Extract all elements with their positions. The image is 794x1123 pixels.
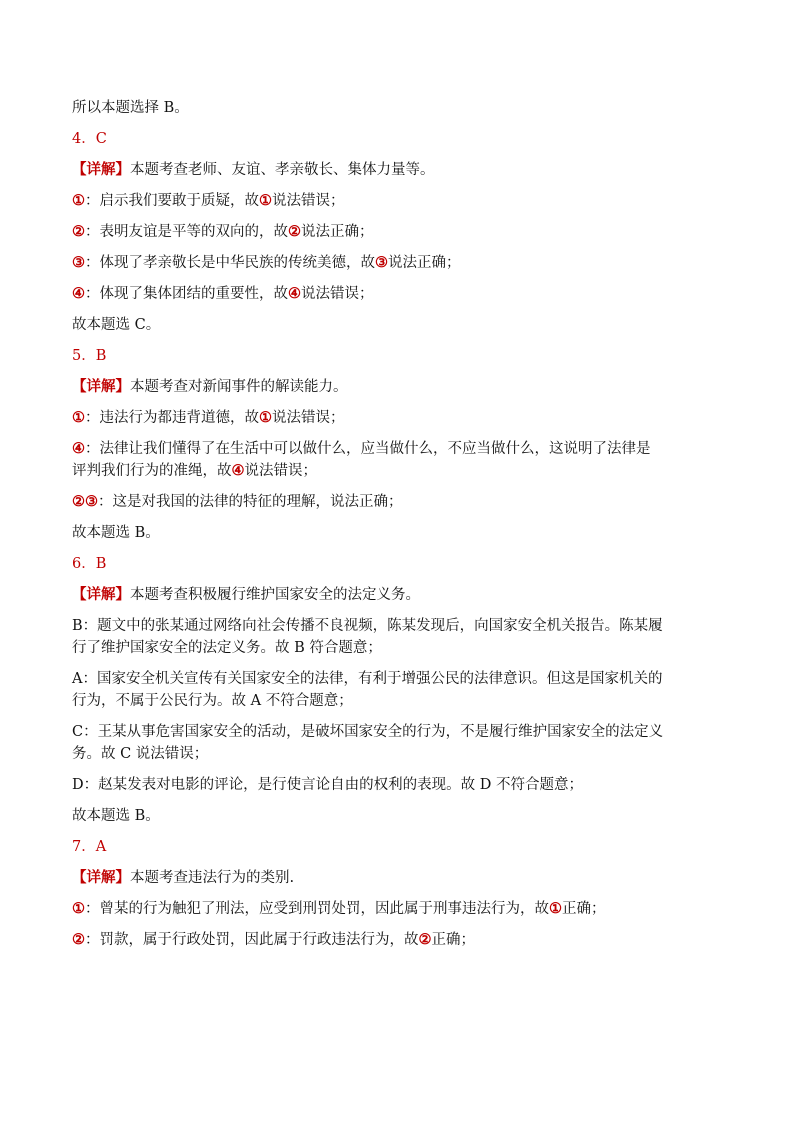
text-segment: 本题考查违法行为的类别.: [130, 870, 295, 886]
text-segment: 本题考查对新闻事件的解读能力。: [130, 379, 348, 395]
option-number: ③: [72, 254, 85, 271]
option-number: ①: [259, 409, 272, 426]
question-number: 6．B: [72, 556, 107, 572]
text-line: [72, 346, 722, 366]
text-segment: 说法正确；: [301, 224, 374, 240]
text-segment: C：王某从事危害国家安全的活动，是破坏国家安全的行为，不是履行维护国家安全的法定义: [72, 724, 664, 740]
text-line: [72, 284, 722, 304]
text-segment: 本题考查老师、友谊、孝亲敬长、集体力量等。: [130, 162, 435, 178]
text-line: [72, 837, 722, 857]
text-segment: 说法错误；: [301, 286, 374, 302]
text-line: [72, 616, 722, 636]
text-segment: 说法错误；: [272, 193, 345, 209]
text-line: [72, 722, 722, 742]
text-segment: 正确；: [562, 901, 606, 917]
explanation-tag: 【详解】: [72, 161, 130, 178]
text-segment: 故本题选 B。: [72, 808, 160, 824]
explanation-tag: 【详解】: [72, 869, 130, 886]
text-line: [72, 554, 722, 574]
text-segment: 故本题选 C。: [72, 317, 161, 333]
text-line: [72, 253, 722, 273]
text-segment: ：体现了集体团结的重要性，故: [85, 286, 288, 302]
text-segment: ：体现了孝亲敬长是中华民族的传统美德，故: [85, 255, 375, 271]
option-number: ④: [231, 462, 245, 479]
text-segment: 行为，不属于公民行为。故 A 不符合题意；: [72, 693, 353, 709]
text-segment: 所以本题选择 B。: [72, 100, 189, 116]
option-number: ②: [418, 931, 432, 948]
text-line: [72, 744, 722, 764]
option-number: ②③: [72, 493, 98, 510]
text-line: [72, 461, 722, 481]
text-line: [72, 638, 722, 658]
text-segment: ：违法行为都违背道德，故: [85, 410, 259, 426]
answer-explanation-text: [72, 98, 722, 961]
text-line: [72, 930, 722, 950]
text-line: [72, 669, 722, 689]
text-segment: A：国家安全机关宣传有关国家安全的法律，有利于增强公民的法律意识。但这是国家机关的: [72, 671, 663, 687]
text-segment: 说法正确；: [388, 255, 461, 271]
text-segment: 正确；: [431, 932, 475, 948]
text-line: [72, 160, 722, 180]
text-line: [72, 315, 722, 335]
text-line: [72, 899, 722, 919]
text-line: [72, 585, 722, 605]
text-segment: ：表明友谊是平等的双向的，故: [85, 224, 288, 240]
text-segment: 本题考查积极履行维护国家安全的法定义务。: [130, 587, 420, 603]
question-number: 4．C: [72, 131, 107, 147]
text-segment: B：题文中的张某通过网络向社会传播不良视频，陈某发现后，向国家安全机关报告。陈某履: [72, 618, 663, 634]
text-line: [72, 691, 722, 711]
question-number: 5．B: [72, 348, 107, 364]
question-number: 7．A: [72, 839, 107, 855]
option-number: ①: [72, 192, 85, 209]
text-segment: 故本题选 B。: [72, 525, 160, 541]
text-line: [72, 439, 722, 459]
text-segment: D：赵某发表对电影的评论，是行使言论自由的权利的表现。故 D 不符合题意；: [72, 777, 583, 793]
text-line: [72, 191, 722, 211]
option-number: ②: [72, 223, 85, 240]
option-number: ①: [72, 900, 85, 917]
option-number: ②: [288, 223, 301, 240]
text-line: [72, 129, 722, 149]
text-segment: ：这是对我国的法律的特征的理解，说法正确；: [98, 494, 403, 510]
option-number: ①: [549, 900, 562, 917]
text-segment: ：启示我们要敢于质疑，故: [85, 193, 259, 209]
option-number: ④: [72, 440, 85, 457]
text-line: [72, 377, 722, 397]
text-line: [72, 98, 722, 118]
text-line: [72, 222, 722, 242]
text-line: [72, 523, 722, 543]
text-segment: 评判我们行为的准绳，故: [72, 463, 232, 479]
option-number: ①: [259, 192, 272, 209]
option-number: ①: [72, 409, 85, 426]
text-line: [72, 775, 722, 795]
text-segment: 行了维护国家安全的法定义务。故 B 符合题意；: [72, 640, 382, 656]
text-segment: 说法错误；: [272, 410, 345, 426]
explanation-tag: 【详解】: [72, 378, 130, 395]
text-line: [72, 806, 722, 826]
explanation-tag: 【详解】: [72, 586, 130, 603]
text-segment: ：罚款，属于行政处罚，因此属于行政违法行为，故: [85, 932, 419, 948]
option-number: ③: [375, 254, 388, 271]
option-number: ②: [72, 931, 85, 948]
text-segment: 务。故 C 说法错误；: [72, 746, 209, 762]
text-line: [72, 868, 722, 888]
text-segment: ：法律让我们懂得了在生活中可以做什么，应当做什么，不应当做什么，这说明了法律是: [85, 441, 651, 457]
option-number: ④: [288, 285, 301, 302]
text-line: [72, 492, 722, 512]
text-segment: ：曾某的行为触犯了刑法，应受到刑罚处罚，因此属于刑事违法行为，故: [85, 901, 549, 917]
text-line: [72, 408, 722, 428]
option-number: ④: [72, 285, 85, 302]
text-segment: 说法错误；: [244, 463, 317, 479]
